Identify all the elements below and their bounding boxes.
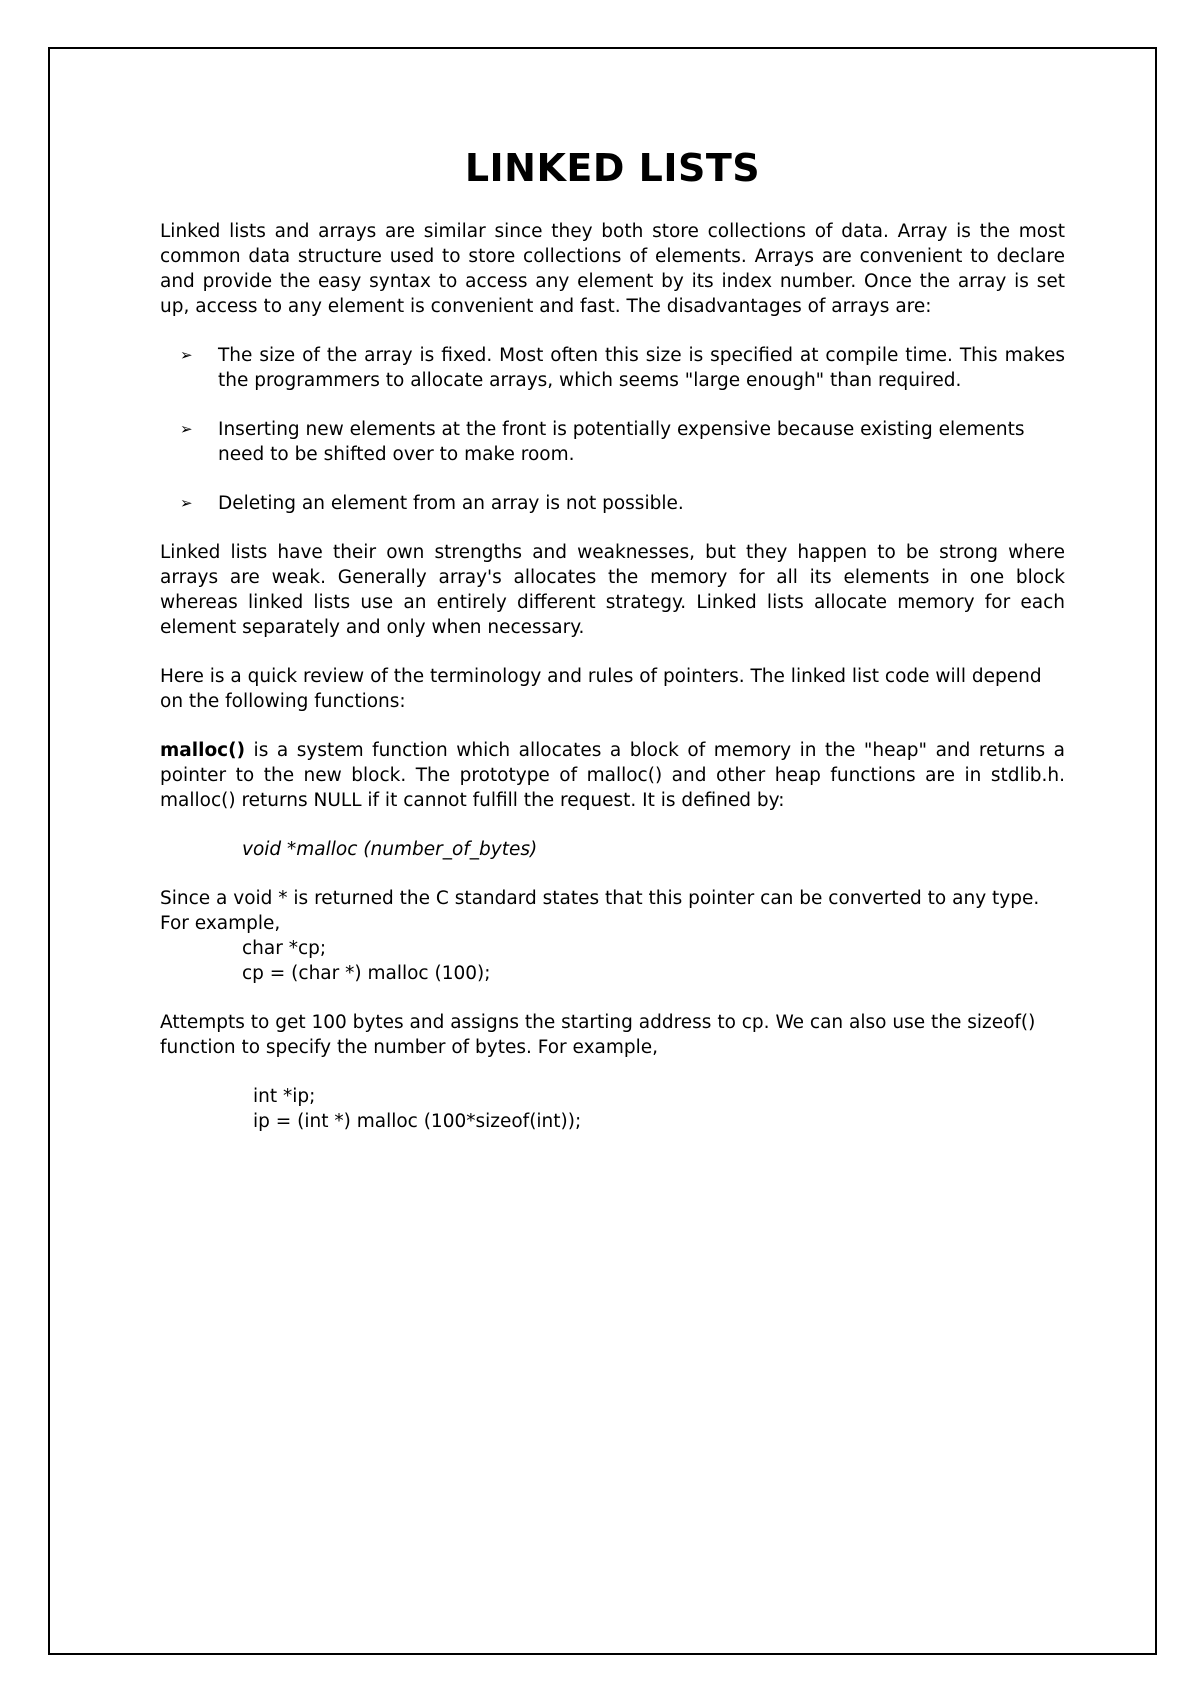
document-body xyxy=(160,130,1065,1134)
malloc-term: malloc() xyxy=(160,740,246,761)
sizeof-example xyxy=(160,1084,1065,1134)
list-item xyxy=(160,343,1065,393)
malloc-prototype: void *malloc (number_of_bytes) xyxy=(242,839,538,860)
malloc-description: is a system function which allocates a block of memory in the "heap" and returns a pointer to the new block. The prototype of malloc() and other heap functions are in stdlib.h. malloc() returns NULL if it cannot fulfill the request. It is defined by: xyxy=(160,740,1065,811)
code-line: char *cp; xyxy=(242,938,327,959)
attempts-paragraph: Attempts to get 100 bytes and assigns the starting address to cp. We can also use the sizeof() function to specify the number of bytes. For example, xyxy=(160,1012,1036,1058)
void-example xyxy=(160,886,1065,986)
arrowhead-bullet-icon: ➢ xyxy=(180,494,193,512)
list-item xyxy=(160,417,1065,467)
intro-paragraph: Linked lists and arrays are similar since they both store collections of data. Array is the most common data structure used to store collections of elements. Arrays are convenient to declare and provide the easy syntax to access any element by its index number. Once the array is set up, access to any element is convenient and fast. The disadvantages of arrays are: xyxy=(160,221,1065,317)
list-item-text: Inserting new elements at the front is potentially expensive because existing elements need to be shifted over to make room. xyxy=(218,419,1025,465)
arrowhead-bullet-icon: ➢ xyxy=(180,420,193,438)
strengths-paragraph: Linked lists have their own strengths and weaknesses, but they happen to be strong where arrays are weak. Generally array's allocates the memory for all its elements in one block whereas linked lists use an entirely different strategy. Linked lists allocate memory for each element separately and only when necessary. xyxy=(160,542,1065,638)
code-line: int *ip; xyxy=(253,1086,316,1107)
code-line: cp = (char *) malloc (100); xyxy=(242,963,491,984)
review-paragraph: Here is a quick review of the terminology and rules of pointers. The linked list code will depend on the following functions: xyxy=(160,666,1042,712)
list-item-text: The size of the array is fixed. Most often this size is specified at compile time. This makes the programmers to allocate arrays, which seems "large enough" than required. xyxy=(218,345,1065,391)
list-item xyxy=(160,491,1065,516)
arrowhead-bullet-icon: ➢ xyxy=(180,346,193,364)
code-line: ip = (int *) malloc (100*sizeof(int)); xyxy=(253,1111,582,1132)
disadvantages-list xyxy=(160,343,1065,516)
malloc-paragraph xyxy=(160,738,1065,813)
list-item-text: Deleting an element from an array is not possible. xyxy=(218,493,684,514)
page-title: LINKED LISTS xyxy=(464,146,761,190)
void-paragraph: Since a void * is returned the C standard states that this pointer can be converted to any type. For example, xyxy=(160,888,1040,934)
